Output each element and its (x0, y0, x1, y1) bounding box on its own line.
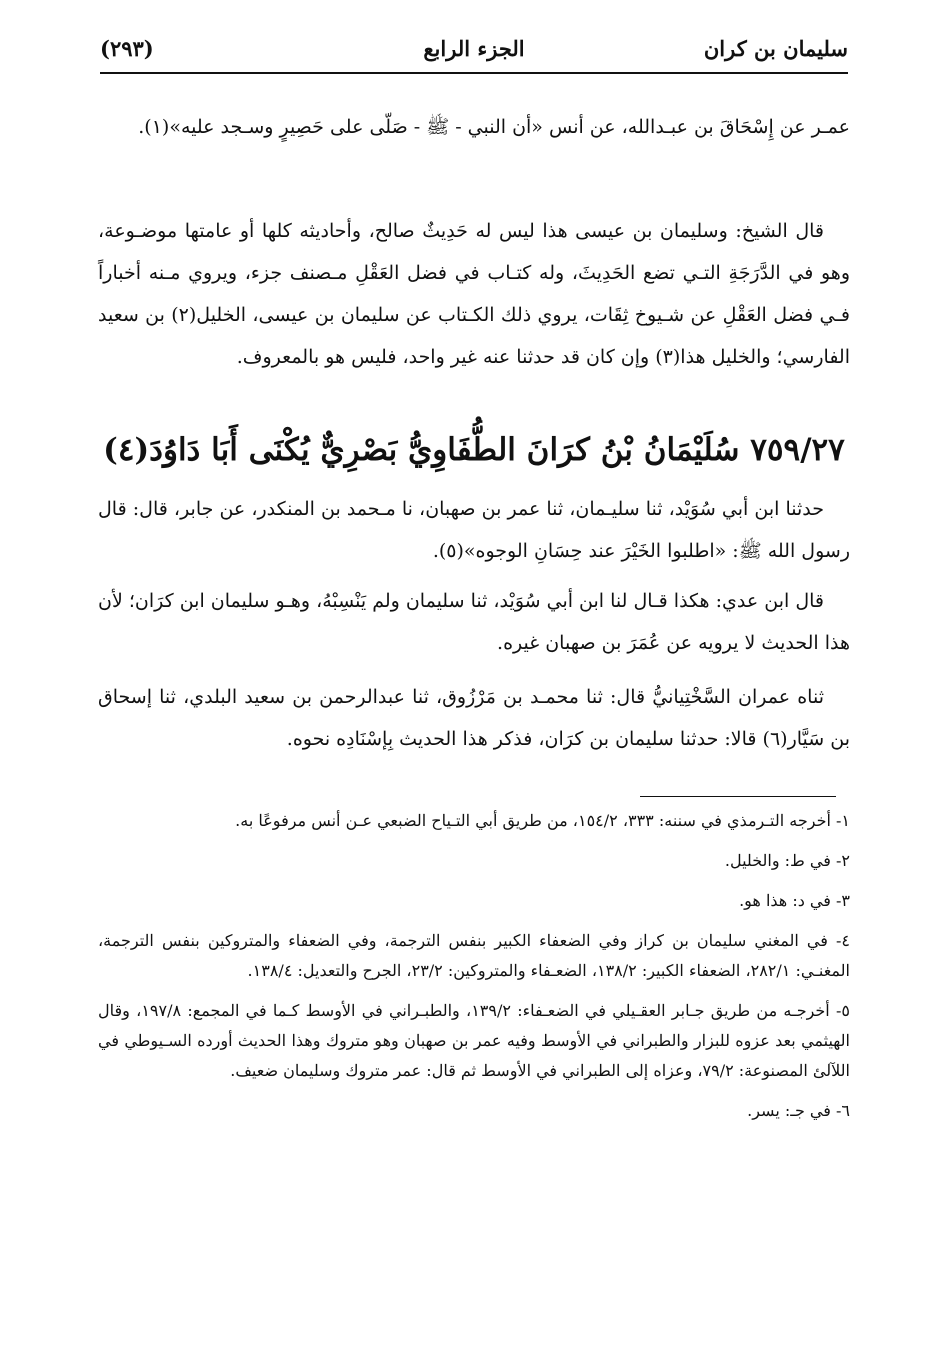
paragraph-text: عمـر عن إِسْحَاقَ بن عبـدالله، عن أنس «أن النبي - ﷺ - صَلّى على حَصِيرٍ وسـجد عليه»(١). (138, 116, 850, 138)
footnote-item: ٢- في ط: والخليل. (724, 851, 850, 870)
footnote-item: ١- أخرجه التـرمذي في سننه: ٣٣٣، ١٥٤/٢، من طريق أبي التـياح الضبعي عـن أنس مرفوعًا به. (235, 811, 850, 830)
paragraph-text: قال الشيخ: وسليمان بن عيسى هذا ليس له حَدِيثٌ صالح، وأحاديثه كلها أو عامتها موضـوعة، وهو في الدَّرَجَةِ التـي تضع الحَدِيثَ، وله كتـاب في فضل العَقْلِ مـصنف جزء، ويروي مـنه أخباراً فـي فضل العَقْلِ عن شـيوخ ثِقَات، يروي ذلك الكـتاب عن سليمان بن عيسى، الخليل(٢) بن سعيد الفارسي؛ والخليل هذا(٣) وإن كان قد حدثنا عنه غير واحد، فليس هو بالمعروف. (98, 220, 850, 368)
footnote-separator (640, 796, 836, 797)
footnotes-list (98, 806, 850, 1136)
paragraph-sheikh-comment (98, 210, 850, 378)
paragraph-text: ثناه عمران السَّخْتِيانيُّ قال: ثنا محمـد بن مَرْزُوق، ثنا عبدالرحمن بن سعيد البلدي، ثنا إسحاق بن سَيَّار(٦) قالا: حدثنا سليمان بن كرَان، فذكر هذا الحديث بِإسْنَادِه نحوه. (98, 686, 850, 750)
paragraph-ibn-adi-comment (98, 580, 850, 664)
paragraph-second-chain (98, 676, 850, 760)
footnote-item: ٤- في المغني سليمان بن كراز وفي الضعفاء الكبير بنفس الترجمة، وفي الضعفاء والمتروكين بنفس الترجمة، المغنـي: ٢٨٢/١، الضعفاء الكبير: ١٣٨/٢، الضعـفاء والمتروكين: ٢٣/٢، الجرح والتعديل: ١٣٨/٤. (98, 931, 851, 980)
running-head-entry: سليمان بن كران (703, 36, 848, 61)
paragraph-text: قال ابن عدي: هكذا قـال لنا ابن أبي سُوَيْد، ثنا سليمان ولم يَنْسِبْهُ، وهـو سليمان ابن كرَان؛ لأن هذا الحديث لا يرويه عن عُمَرَ بن صهبان غيره. (98, 590, 850, 654)
paragraph-hadith-continuation (98, 106, 850, 148)
page-header (100, 30, 848, 74)
entry-heading: ٧٥٩/٢٧ سُلَيْمَانُ بْنُ كرَانَ الطُّفَاوِيُّ بَصْرِيٌّ يُكْنَى أَبَا دَاوُدَ(٤) (103, 432, 845, 468)
footnote-item: ٥- أخرجـه من طريق جـابر العقـيلي في الضعـفاء: ١٣٩/٢، والطبـراني في الأوسط كـما في المجمع: ١٩٧/٨، وقال الهيثمي بعد عزوه للبزار والطبراني في الأوسط وفيه عمر بن صهبان وهو متروك وهذا الحديث أورده السـيوطي في اللآلئ المصنوعة: ٧٩/٢، وعزاه إلى الطبراني في الأوسط ثم قال: عمر متروك وسليمان ضعيف. (98, 1001, 851, 1080)
running-head-volume: الجزء الرابع (423, 36, 525, 61)
paragraph-hadith-chain (98, 488, 850, 572)
page-number: (٢٩٣) (100, 36, 154, 61)
footnote-item: ٣- في د: هذا هو. (739, 891, 850, 910)
footnote-item: ٦- في جـ: يسر. (747, 1101, 850, 1120)
paragraph-text: حدثنا ابن أبي سُوَيْد، ثنا سليـمان، ثنا عمر بن صهبان، نا مـحمد بن المنكدر، عن جابر، قال: قال رسول الله ﷺ: «اطلبوا الخَيْرَ عند حِسَانِ الوجوه»(٥). (98, 498, 850, 562)
